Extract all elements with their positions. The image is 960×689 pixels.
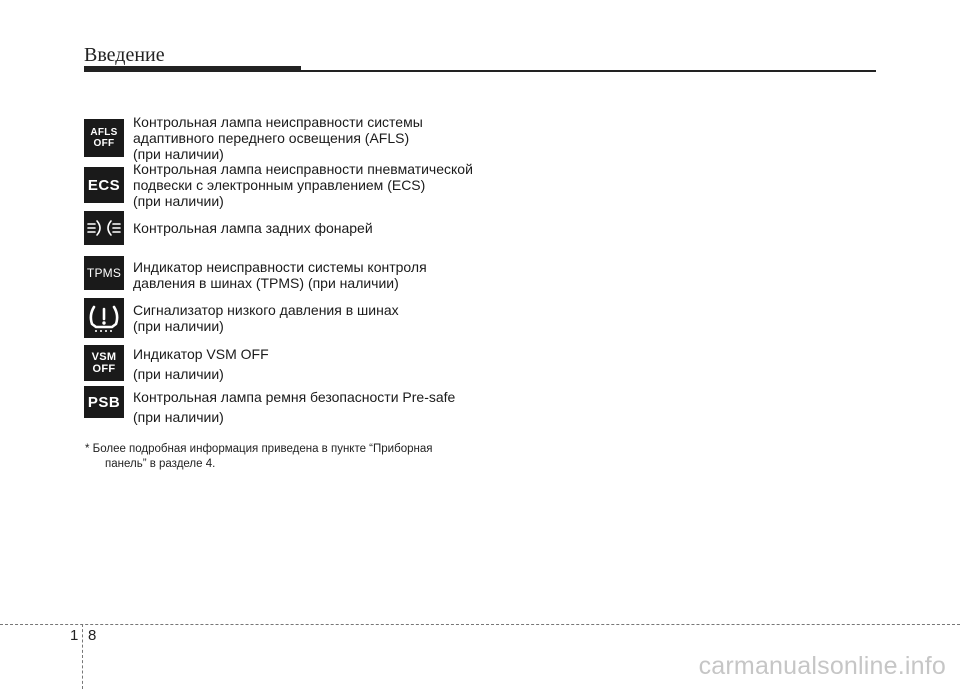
low-tire-pressure-description xyxy=(133,302,399,334)
icon-label: TPMS xyxy=(86,266,122,280)
ecs-icon xyxy=(84,167,124,203)
description-line: Контрольная лампа неисправности пневматической xyxy=(133,161,473,177)
description-line: (при наличии) xyxy=(133,193,224,209)
tpms-icon xyxy=(84,256,124,290)
icon-label: PSB xyxy=(87,393,121,411)
description-line: (при наличии) xyxy=(133,318,224,334)
icon-label-line: AFLS xyxy=(90,127,118,138)
footer-dashed-rule xyxy=(0,624,960,625)
tpms-description xyxy=(133,259,427,291)
vsm-off-description xyxy=(133,344,269,384)
tire-pressure-warning-icon xyxy=(84,298,124,338)
watermark: carmanualsonline.info xyxy=(698,652,946,680)
ecs-warning-description xyxy=(133,161,473,209)
footnote-line: панель” в разделе 4. xyxy=(105,458,216,470)
description-line: (при наличии) xyxy=(133,146,224,162)
icon-label-line: OFF xyxy=(93,138,115,149)
footnote xyxy=(85,442,432,472)
vsm-off-icon xyxy=(84,345,124,381)
description-line: (при наличии) xyxy=(133,409,224,425)
description-line: подвески с электронным управлением (ECS) xyxy=(133,177,426,193)
afls-warning-description xyxy=(133,114,423,162)
afls-off-icon xyxy=(84,119,124,157)
description-line: (при наличии) xyxy=(133,366,224,382)
description-line: Сигнализатор низкого давления в шинах xyxy=(133,302,399,318)
page-header-title: Введение xyxy=(84,44,165,66)
description-line: давления в шинах (TPMS) (при наличии) xyxy=(133,275,399,291)
icon-label-line: VSM xyxy=(91,351,117,363)
footnote-line: * Более подробная информация приведена в пункте “Приборная xyxy=(85,443,433,455)
description-line: Контрольная лампа неисправности системы xyxy=(133,114,423,130)
icon-label: ECS xyxy=(87,176,121,194)
tail-lamp-description xyxy=(133,220,373,236)
description-line: Контрольная лампа ремня безопасности Pre-safe xyxy=(133,389,456,405)
page-number: 8 xyxy=(88,627,97,644)
psb-icon xyxy=(84,386,124,418)
description-line: Индикатор VSM OFF xyxy=(133,346,269,362)
header-rule-accent xyxy=(84,66,301,72)
icon-label-line: OFF xyxy=(92,363,116,375)
psb-description xyxy=(133,387,455,427)
description-line: Контрольная лампа задних фонарей xyxy=(133,220,373,236)
tail-lamp-icon xyxy=(84,211,124,245)
chapter-number: 1 xyxy=(70,627,79,644)
description-line: адаптивного переднего освещения (AFLS) xyxy=(133,130,410,146)
description-line: Индикатор неисправности системы контроля xyxy=(133,259,427,275)
footer-dashed-divider xyxy=(82,624,83,689)
